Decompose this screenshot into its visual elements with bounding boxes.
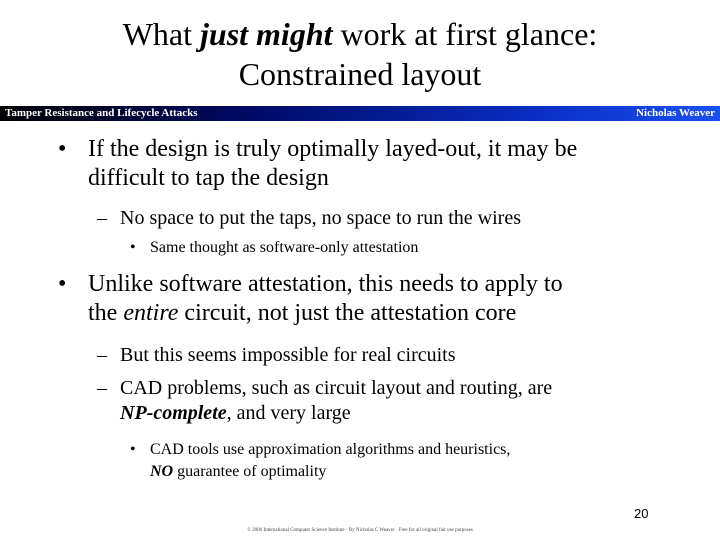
emphasis-text: entire [123, 300, 179, 326]
sub-bullet-text [120, 376, 680, 426]
bullet-text [88, 270, 683, 328]
page-number: 20 [634, 506, 649, 521]
sub-sub-bullet-text [150, 439, 670, 483]
title-line-2: Constrained layout [238, 56, 482, 92]
bullet-marker: • [130, 239, 136, 256]
bullet-line [88, 299, 683, 328]
bullet-line [120, 401, 680, 426]
header-bar-course: Tamper Resistance and Lifecycle Attacks [5, 107, 198, 119]
header-bar-author: Nicholas Weaver [636, 107, 715, 119]
sub-bullet-text: No space to put the taps, no space to run the wires [120, 207, 522, 229]
plain-text: the [88, 300, 124, 326]
bullet-line: If the design is truly optimally layed-out, it may be [88, 136, 578, 162]
bullet-line: CAD problems, such as circuit layout and routing, are [120, 377, 553, 399]
bullet-line: difficult to tap the design [88, 165, 329, 191]
title-text: work at first glance: [332, 16, 598, 52]
bullet-line: Unlike software attestation, this needs to apply to [88, 271, 563, 297]
bullet-marker: • [130, 441, 136, 458]
sub-sub-bullet-text: Same thought as software-only attestation [150, 239, 419, 256]
title-emphasis: just might [200, 16, 333, 52]
dash-marker: – [97, 344, 107, 366]
bullet-marker: • [58, 271, 67, 297]
bullet-line [150, 461, 670, 483]
emphasis-text: NO [150, 463, 174, 480]
dash-marker: – [97, 207, 107, 229]
plain-text: circuit, not just the attestation core [178, 300, 517, 326]
plain-text: , and very large [226, 402, 351, 424]
plain-text: guarantee of optimality [173, 463, 327, 480]
copyright-footer: © 2006 International Computer Science Institute · By Nicholas C Weaver · Free for all original fair use purposes [247, 528, 473, 533]
dash-marker: – [97, 377, 107, 399]
bullet-line: CAD tools use approximation algorithms and heuristics, [150, 441, 511, 458]
emphasis-text: NP-complete [120, 402, 227, 424]
sub-bullet-text: But this seems impossible for real circuits [120, 344, 456, 366]
title-text: What [122, 16, 200, 52]
bullet-marker: • [58, 136, 67, 162]
bullet-text [88, 135, 683, 193]
